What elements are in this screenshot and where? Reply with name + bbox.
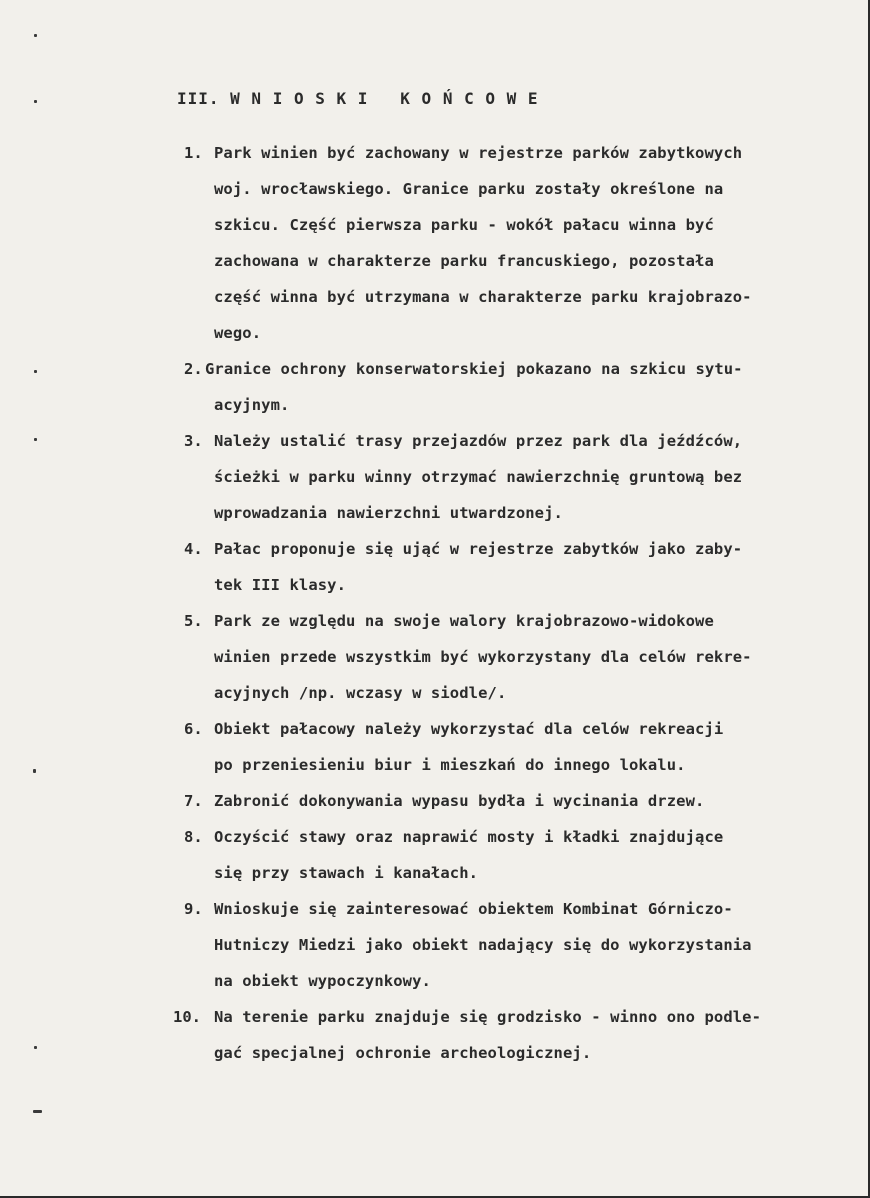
item-text-line: Zabronić dokonywania wypasu bydła i wycinania drzew. (214, 792, 705, 810)
item-text-line: Pałac proponuje się ująć w rejestrze zabytków jako zaby- (214, 540, 743, 558)
item-number: 10. (173, 1008, 201, 1026)
margin-mark (34, 100, 37, 103)
item-text-line: Oczyścić stawy oraz naprawić mosty i kładki znajdujące (214, 828, 724, 846)
item-number: 9. (184, 900, 203, 918)
item-number: 7. (184, 792, 203, 810)
margin-mark (34, 34, 37, 37)
margin-mark (33, 1110, 42, 1113)
item-text-line: część winna być utrzymana w charakterze parku krajobrazo- (214, 288, 752, 306)
item-text-line: woj. wrocławskiego. Granice parku zostały określone na (214, 180, 724, 198)
item-number: 8. (184, 828, 203, 846)
item-text-line: Hutniczy Miedzi jako obiekt nadający się do wykorzystania (214, 936, 752, 954)
item-text-line: Należy ustalić trasy przejazdów przez park dla jeźdźców, (214, 432, 743, 450)
item-text-line: ścieżki w parku winny otrzymać nawierzchnię gruntową bez (214, 468, 743, 486)
item-text-line: Park ze względu na swoje walory krajobrazowo-widokowe (214, 612, 714, 630)
item-text-line: acyjnym. (214, 396, 290, 414)
item-text-line: się przy stawach i kanałach. (214, 864, 479, 882)
item-text-line: po przeniesieniu biur i mieszkań do innego lokalu. (214, 756, 686, 774)
margin-mark (34, 370, 37, 373)
section-heading: III. W N I O S K I K O Ń C O W E (177, 89, 539, 108)
item-text-line: wprowadzania nawierzchni utwardzonej. (214, 504, 563, 522)
item-text-line: na obiekt wypoczynkowy. (214, 972, 431, 990)
item-text-line: tek III klasy. (214, 576, 347, 594)
item-number: 4. (184, 540, 203, 558)
item-text-line: Na terenie parku znajduje się grodzisko - winno ono podle- (214, 1008, 762, 1026)
item-text-line: Park winien być zachowany w rejestrze parków zabytkowych (214, 144, 743, 162)
item-number: 3. (184, 432, 203, 450)
item-text-line: wego. (214, 324, 262, 342)
item-text-line: Granice ochrony konserwatorskiej pokazano na szkicu sytu- (205, 360, 743, 378)
item-text-line: Obiekt pałacowy należy wykorzystać dla celów rekreacji (214, 720, 724, 738)
item-text-line: Wnioskuje się zainteresować obiektem Kombinat Górniczo- (214, 900, 733, 918)
item-number: 6. (184, 720, 203, 738)
margin-mark (34, 438, 37, 441)
item-text-line: acyjnych /np. wczasy w siodle/. (214, 684, 507, 702)
item-number: 1. (184, 144, 203, 162)
item-number: 2. (184, 360, 203, 378)
margin-mark (33, 769, 36, 773)
item-text-line: winien przede wszystkim być wykorzystany dla celów rekre- (214, 648, 752, 666)
item-text-line: gać specjalnej ochronie archeologicznej. (214, 1044, 592, 1062)
margin-mark (34, 1046, 37, 1049)
item-number: 5. (184, 612, 203, 630)
item-text-line: zachowana w charakterze parku francuskiego, pozostała (214, 252, 714, 270)
item-text-line: szkicu. Część pierwsza parku - wokół pałacu winna być (214, 216, 714, 234)
